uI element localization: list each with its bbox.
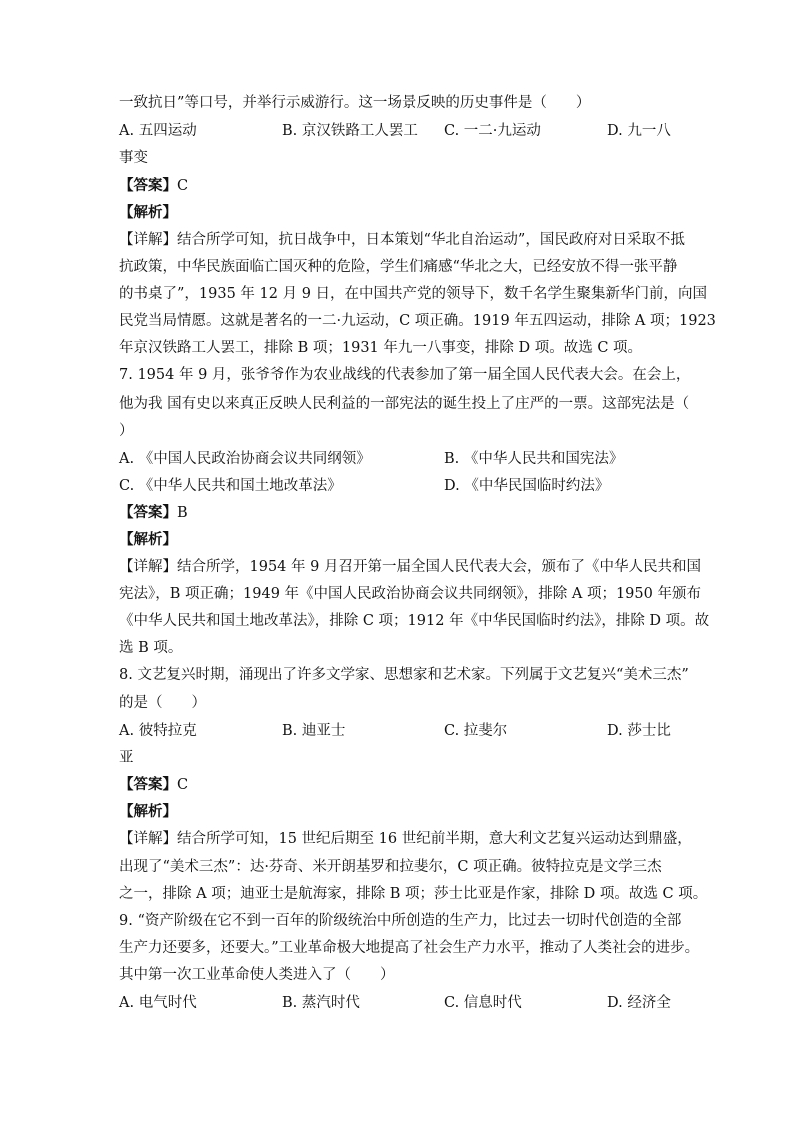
q8-option-d-continued: 亚 <box>119 750 134 766</box>
q7-option-b: B. 《中华人民共和国宪法》 <box>444 451 624 467</box>
q6-option-d: D. 九一八 <box>607 123 671 139</box>
q6-option-b: B. 京汉铁路工人罢工 <box>282 123 418 139</box>
q7-detail-line: 宪法》，B 项正确；1949 年《中国人民政治协商会议共同纲领》，排除 A 项；1950 年颁布 <box>119 586 701 602</box>
answer-label: 【答案】 <box>119 504 177 521</box>
q6-answer <box>119 176 188 196</box>
q8-option-d: D. 莎士比 <box>607 723 671 739</box>
q8-analysis-label: 【解析】 <box>119 803 177 820</box>
q6-option-d-continued: 事变 <box>119 150 148 166</box>
q8-answer <box>119 775 188 795</box>
q6-detail-line: 的书桌了”，1935 年 12 月 9 日，在中国共产党的领导下，数千名学生聚集新华门前，向国 <box>119 286 708 302</box>
q8-detail-line: 之一，排除 A 项；迪亚士是航海家，排除 B 项；莎士比亚是作家，排除 D 项。故选 C 项。 <box>119 886 708 902</box>
q6-option-a: A. 五四运动 <box>119 123 197 139</box>
q7-option-a: A. 《中国人民政治协商会议共同纲领》 <box>119 451 371 467</box>
q7-option-c: C. 《中华人民共和国土地改革法》 <box>119 478 342 494</box>
q7-detail-line: 选 B 项。 <box>119 640 183 656</box>
q6-detail-line: 年京汉铁路工人罢工，排除 B 项；1931 年九一八事变，排除 D 项。故选 C 项。 <box>119 340 643 356</box>
q9-option-b: B. 蒸汽时代 <box>282 995 360 1011</box>
q7-option-d: D. 《中华民国临时约法》 <box>444 478 610 494</box>
q9-option-a: A. 电气时代 <box>119 995 197 1011</box>
q9-option-c: C. 信息时代 <box>444 995 522 1011</box>
q7-stem-line: ） <box>119 423 134 439</box>
answer-value: C <box>177 777 189 793</box>
q8-stem-line: 的是（ ） <box>119 695 206 711</box>
q6-detail-line: 民党当局情愿。这就是著名的一二·九运动，C 项正确。1919 年五四运动，排除 A 项；1923 <box>119 313 716 329</box>
answer-label: 【答案】 <box>119 776 177 793</box>
q7-answer <box>119 503 188 523</box>
q8-detail-line: 【详解】结合所学可知，15 世纪后期至 16 世纪前半期，意大利文艺复兴运动达到鼎盛， <box>119 831 692 847</box>
answer-value: C <box>177 178 189 194</box>
q8-option-b: B. 迪亚士 <box>282 723 346 739</box>
question-6-stem-tail: 一致抗日”等口号，并举行示威游行。这一场景反映的历史事件是（ ） <box>119 95 591 111</box>
answer-value: B <box>177 505 188 521</box>
q6-option-c: C. 一二·九运动 <box>444 123 541 139</box>
q9-stem-line: 生产力还要多，还要大。”工业革命极大地提高了社会生产力水平，推动了人类社会的进步。 <box>119 940 700 956</box>
q6-detail-line: 【详解】结合所学可知，抗日战争中，日本策划“华北自治运动”，国民政府对日采取不抵 <box>119 232 685 248</box>
answer-label: 【答案】 <box>119 177 177 194</box>
q8-detail-line: 出现了“美术三杰”：达·芬奇、米开朗基罗和拉斐尔，C 项正确。彼特拉克是文学三杰 <box>119 859 662 875</box>
q6-analysis-label: 【解析】 <box>119 204 177 221</box>
q9-stem-line: 9. “资产阶级在它不到一百年的阶级统治中所创造的生产力，比过去一切时代创造的全部 <box>119 913 682 929</box>
q6-detail-line: 抗政策，中华民族面临亡国灭种的危险，学生们痛感“华北之大，已经安放不得一张平静 <box>119 259 678 275</box>
q7-detail-line: 《中华人民共和国土地改革法》，排除 C 项；1912 年《中华民国临时约法》，排除 D 项。故 <box>119 613 710 629</box>
q7-stem-line: 7. 1954 年 9 月，张爷爷作为农业战线的代表参加了第一届全国人民代表大会。在会上， <box>119 367 691 383</box>
q7-detail-line: 【详解】结合所学，1954 年 9 月召开第一届全国人民代表大会，颁布了《中华人民共和国 <box>119 559 701 575</box>
q7-stem-line: 他为我 国有史以来真正反映人民利益的一部宪法的诞生投上了庄严的一票。这部宪法是（ <box>119 396 690 412</box>
q9-stem-line: 其中第一次工业革命使人类进入了（ ） <box>119 967 395 983</box>
q8-option-c: C. 拉斐尔 <box>444 723 508 739</box>
q8-option-a: A. 彼特拉克 <box>119 723 197 739</box>
q8-stem-line: 8. 文艺复兴时期，涌现出了许多文学家、思想家和艺术家。下列属于文艺复兴“美术三杰” <box>119 667 689 683</box>
q7-analysis-label: 【解析】 <box>119 531 177 548</box>
q9-option-d: D. 经济全 <box>607 995 671 1011</box>
